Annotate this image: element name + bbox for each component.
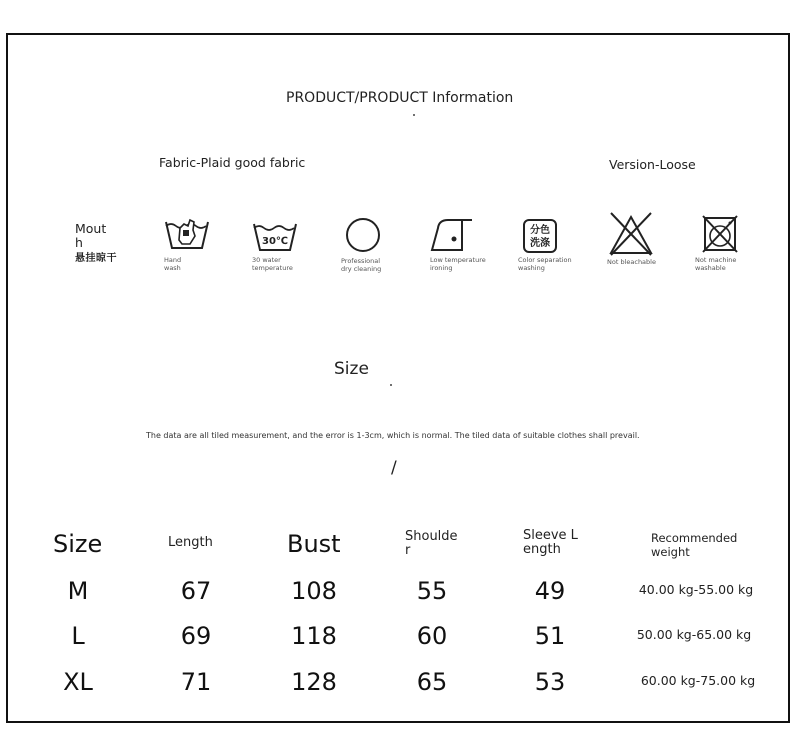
hand-wash-icon	[164, 216, 210, 254]
separate-wash-icon	[518, 218, 558, 254]
weight-cell: 50.00 kg-65.00 kg	[636, 627, 752, 642]
svg-text:洗涤: 洗涤	[530, 238, 550, 249]
separate-wash-label: Color separation washing	[518, 256, 572, 272]
no-bleach-icon	[607, 211, 655, 257]
hand-wash-label: Hand wash	[164, 256, 182, 272]
size-heading: Size	[334, 359, 369, 379]
care-item-dry-clean	[341, 217, 381, 273]
dry-clean-label: Professional dry cleaning	[341, 257, 382, 273]
bust-cell: 108	[291, 577, 337, 605]
table-header-length: Length	[168, 535, 213, 550]
slash-separator: /	[391, 458, 397, 478]
care-item-30-wash	[252, 220, 298, 272]
low-iron-icon	[430, 214, 474, 254]
care-item-hand-wash	[164, 216, 210, 272]
care-item-separate-wash	[518, 218, 572, 272]
length-cell: 69	[180, 622, 212, 650]
table-header-sleeve: Sleeve L ength	[523, 528, 578, 557]
size-cell: M	[67, 577, 89, 605]
shoulder-cell: 55	[416, 577, 448, 605]
care-item-no-bleach	[607, 211, 656, 267]
dry-clean-icon	[341, 217, 381, 255]
product-info-frame	[6, 33, 790, 723]
weight-cell: 40.00 kg-55.00 kg	[638, 582, 754, 597]
measurement-note: The data are all tiled measurement, and the error is 1-3cm, which is normal. The tiled data of suitable clothes shall prevail.	[146, 431, 640, 440]
hang-dry-label-line2: h	[75, 235, 83, 250]
30-wash-label: 30 water temperature	[252, 256, 293, 272]
hang-dry-label-line1: Mout	[75, 221, 107, 236]
length-cell: 71	[180, 668, 212, 696]
svg-text:30℃: 30℃	[261, 236, 289, 247]
sleeve-cell: 53	[534, 668, 566, 696]
hang-dry-label-cn: 悬挂晾干	[75, 253, 117, 264]
svg-text:分色: 分色	[530, 225, 550, 236]
weight-cell: 60.00 kg-75.00 kg	[640, 673, 756, 688]
shoulder-cell: 65	[416, 668, 448, 696]
page-title: PRODUCT/PRODUCT Information	[286, 90, 514, 106]
sleeve-cell: 49	[534, 577, 566, 605]
decorative-dot	[390, 384, 392, 386]
size-cell: L	[71, 622, 85, 650]
care-item-low-iron	[430, 214, 486, 272]
bust-cell: 118	[291, 622, 337, 650]
table-header-bust: Bust	[287, 530, 341, 558]
table-header-weight: Recommended weight	[651, 531, 738, 559]
table-header-shoulder: Shoulde r	[405, 529, 458, 558]
fabric-label: Fabric-Plaid good fabric	[159, 155, 306, 170]
no-bleach-label: Not bleachable	[607, 258, 656, 266]
shoulder-cell: 60	[416, 622, 448, 650]
table-header-size: Size	[53, 530, 103, 558]
hang-dry-care-item	[75, 222, 117, 266]
version-label: Version-Loose	[609, 157, 696, 172]
low-iron-label: Low temperature ironing	[430, 256, 486, 272]
length-cell: 67	[180, 577, 212, 605]
decorative-dot	[413, 114, 415, 116]
sleeve-cell: 51	[534, 622, 566, 650]
no-machine-wash-label: Not machine washable	[695, 256, 737, 272]
care-item-no-machine-wash	[695, 214, 739, 272]
bust-cell: 128	[291, 668, 337, 696]
30-degree-wash-icon	[252, 220, 298, 254]
no-machine-wash-icon	[695, 214, 739, 254]
size-cell: XL	[63, 668, 93, 696]
